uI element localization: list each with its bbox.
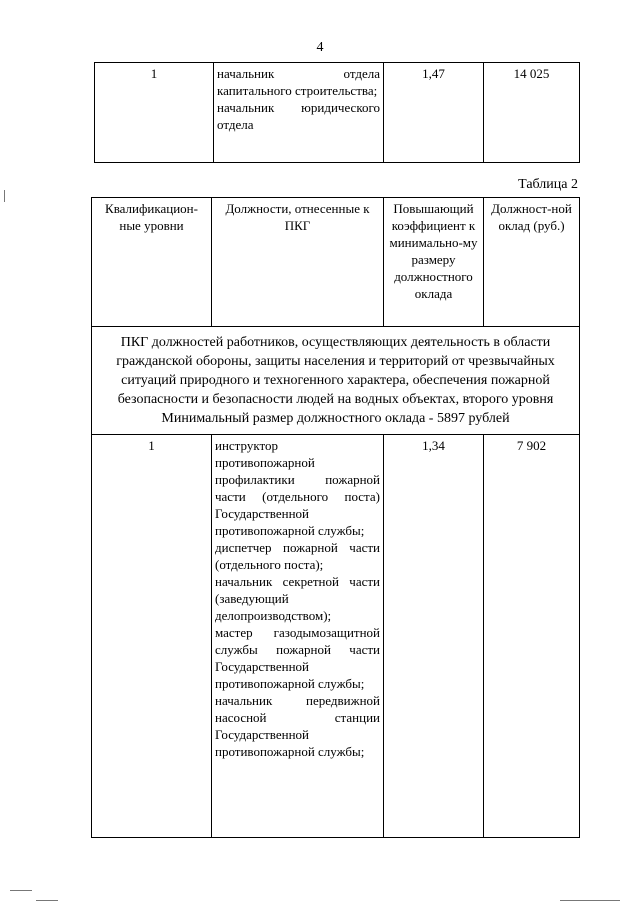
page-number: 4 — [316, 40, 324, 55]
position-item: инструктор противопожарной профилактики пожарной части (отдельного поста) Государственной противопожарной службы; — [215, 438, 380, 538]
scan-artifact — [4, 190, 5, 202]
coefficient-cell: 1,34 — [384, 435, 484, 838]
table-header-row — [92, 198, 580, 327]
position-item: начальник юридического отдела — [217, 100, 380, 132]
position-item: диспетчер пожарной части (отдельного поста); — [215, 540, 380, 572]
scan-artifact — [560, 900, 620, 901]
header-positions: Должности, отнесенные к ПКГ — [212, 198, 384, 327]
position-item: начальник отдела капитального строительства; — [217, 66, 380, 98]
salary-table-continuation — [94, 62, 580, 163]
positions-cell — [214, 63, 384, 163]
section-row — [92, 327, 580, 435]
qualification-level-cell: 1 — [92, 435, 212, 838]
header-coefficient: Повышающий коэффициент к минимально-му размеру должностного оклада — [384, 198, 484, 327]
positions-cell — [212, 435, 384, 838]
table-caption: Таблица 2 — [518, 177, 578, 192]
header-qualification-level: Квалификацион-ные уровни — [92, 198, 212, 327]
table-row — [95, 63, 580, 163]
scan-artifact — [10, 890, 32, 891]
scan-artifact — [36, 900, 58, 901]
salary-cell: 14 025 — [484, 63, 580, 163]
qualification-level-cell: 1 — [95, 63, 214, 163]
section-title: ПКГ должностей работников, осуществляющих деятельность в области гражданской обороны, защиты населения и территорий от чрезвычайных ситуаций природного и техногенного характера, обеспечения пожарной безопасности и безопасности людей на водных объектах, второго уровня Минимальный размер должностного оклада - 5897 рублей — [92, 327, 580, 435]
position-item: мастер газодымозащитной службы пожарной части Государственной противопожарной службы; — [215, 625, 380, 691]
position-item: начальник передвижной насосной станции Государственной противопожарной службы; — [215, 693, 380, 759]
coefficient-cell: 1,47 — [384, 63, 484, 163]
table-row — [92, 435, 580, 838]
salary-table-2 — [91, 197, 580, 838]
salary-cell: 7 902 — [484, 435, 580, 838]
header-salary: Должност-ной оклад (руб.) — [484, 198, 580, 327]
position-item: начальник секретной части (заведующий делопроизводством); — [215, 574, 380, 623]
